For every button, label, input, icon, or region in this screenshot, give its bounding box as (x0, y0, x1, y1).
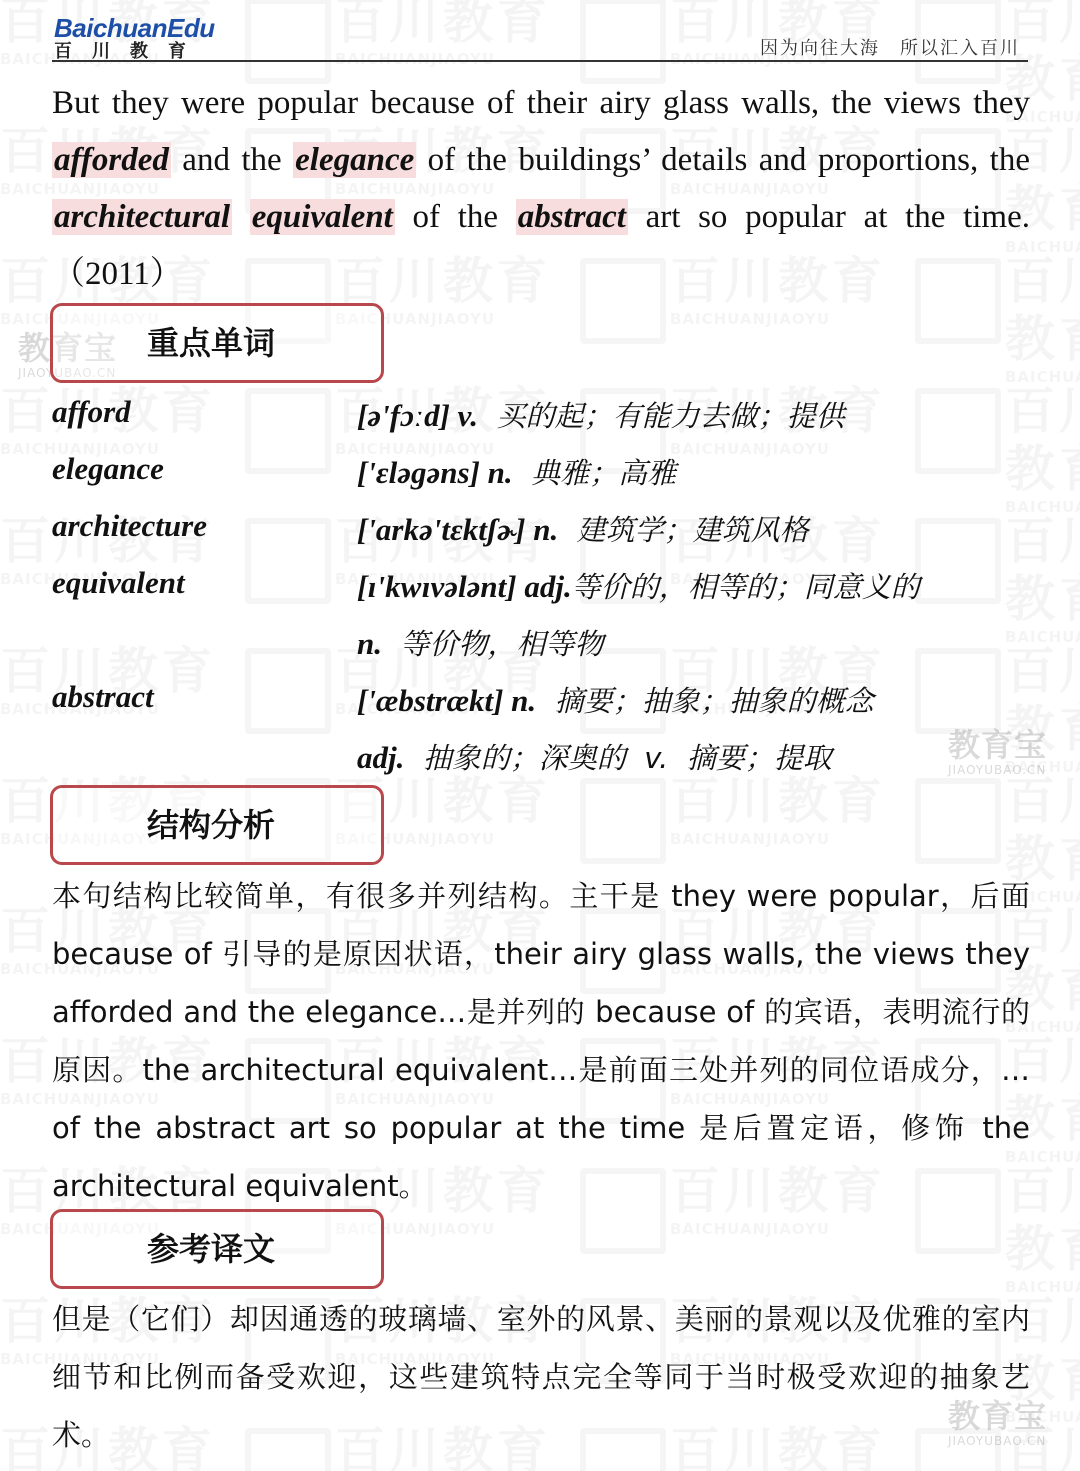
watermark-jiaoyubao-cn: 教育宝 (948, 1397, 1048, 1435)
header-divider (52, 60, 1028, 62)
logo-english: BaichuanEdu (54, 13, 215, 43)
section-vocab-box (50, 303, 384, 383)
translation-text: 但是（它们）却因通透的玻璃墙、室外的风景、美丽的景观以及优雅的室内细节和比例而备受欢迎，这些建筑特点完全等同于当时极受欢迎的抽象艺术。 (52, 1302, 1030, 1452)
vocab-phonetic: ['arkə'tɛktʃɚ] n. (357, 512, 559, 547)
watermark-brand (1005, 512, 1080, 646)
vocab-definition (357, 394, 844, 435)
watermark-frame-icon (245, 0, 331, 84)
vocab-phonetic: ['ɛləɡəns] n. (357, 455, 513, 490)
watermark-frame-icon (580, 0, 666, 84)
vocab-list (52, 386, 1012, 785)
watermark-jiaoyubao-en: JIAOYUBAO.CN (948, 763, 1047, 777)
translation-block (52, 1290, 1030, 1464)
watermark-brand (1005, 382, 1080, 516)
watermark-frame-icon (580, 778, 666, 864)
section-translation-title: 参考译文 (147, 1230, 276, 1268)
passage-block (52, 75, 1063, 303)
vocab-row (52, 443, 1012, 500)
vocab-phonetic: adj. (357, 740, 405, 775)
vocab-meaning: 买的起；有能力去做；提供 (478, 399, 845, 433)
passage-text: But they were popular because of their airy glass walls, the views they (52, 85, 1030, 121)
watermark-brand-en (670, 1220, 886, 1238)
section-structure-title: 结构分析 (147, 806, 276, 844)
watermark-brand-cn (1005, 512, 1080, 628)
vocab-row (52, 557, 1012, 614)
vocab-definition (357, 508, 809, 549)
vocab-meaning: 抽象的；深奥的 v. 摘要；提取 (404, 741, 832, 775)
header-slogan: 因为向往大海 所以汇入百川 (760, 38, 1020, 59)
vocab-definition (357, 451, 676, 492)
passage-paragraph (52, 75, 1063, 303)
brand-logo (54, 14, 215, 62)
highlighted-word: architectural (54, 199, 231, 235)
vocab-word: architecture (52, 508, 207, 543)
structure-paragraph (52, 867, 1030, 1215)
section-vocab-title: 重点单词 (147, 324, 276, 362)
vocab-row (52, 671, 1012, 728)
highlighted-word: equivalent (251, 199, 393, 235)
translation-paragraph (52, 1290, 1030, 1464)
watermark-brand-en (670, 830, 886, 848)
watermark-jiaoyubao-en: JIAOYUBAO.CN (948, 1434, 1047, 1448)
watermark-jiaoyubao-en: JIAOYUBAO.CN (18, 366, 117, 380)
vocab-word: abstract (52, 679, 154, 714)
vocab-meaning: 等价物，相等物 (382, 627, 604, 661)
watermark-brand-cn (1005, 382, 1080, 498)
watermark-brand-en (670, 310, 886, 328)
watermark-brand-en (335, 50, 551, 68)
logo-chinese: 百川教育 (54, 41, 206, 62)
watermark-frame-icon (915, 778, 1001, 864)
vocab-definition (357, 622, 603, 663)
passage-text: art so popular at the time. （2011） (52, 199, 1063, 292)
vocab-row (52, 500, 1012, 557)
vocab-row (52, 386, 1012, 443)
vocab-meaning: 摘要；抽象；抽象的概念 (536, 684, 874, 718)
highlighted-word: elegance (295, 142, 415, 178)
passage-text: of the buildings’ details and proportions, the (416, 142, 1030, 178)
highlighted-word: abstract (517, 199, 626, 235)
vocab-word: equivalent (52, 565, 185, 600)
vocab-meaning: 等价的，相等的；同意义的 (571, 570, 920, 604)
watermark-jiaoyubao-cn: 教育宝 (18, 329, 118, 367)
vocab-meaning: 建筑学；建筑风格 (558, 513, 809, 547)
structure-text: 本句结构比较简单，有很多并列结构。主干是 they were popular，后面 because of 引导的是原因状语，their airy glass walls, the views they afforded and the elegance…是并列的 because of 的宾语，表明流行的原因。the architectural equivalent…是前面三处并列的同位语成分，…of the abstract art so popular at the time 是后置定语，修饰 the architectural equivalent。 (52, 879, 1030, 1203)
structure-block (52, 867, 1030, 1215)
passage-text: of the (394, 199, 516, 235)
watermark-brand (335, 0, 551, 68)
vocab-phonetic: [ə'fɔːd] v. (357, 398, 479, 433)
vocab-word: afford (52, 394, 131, 429)
vocab-phonetic: ['æbstrækt] n. (357, 683, 537, 718)
watermark-brand-cn (335, 0, 551, 50)
vocab-meaning: 典雅；高雅 (512, 456, 677, 490)
passage-text: and the (170, 142, 294, 178)
passage-text (232, 199, 250, 235)
vocab-row (52, 614, 1012, 671)
highlighted-word: afforded (54, 142, 169, 178)
section-structure-box (50, 785, 384, 865)
vocab-definition (357, 736, 832, 777)
section-translation-box (50, 1209, 384, 1289)
vocab-definition (357, 679, 874, 720)
vocab-row (52, 728, 1012, 785)
vocab-phonetic: [ɪ'kwɪvələnt] adj. (357, 569, 572, 604)
vocab-phonetic: n. (357, 626, 382, 661)
vocab-word: elegance (52, 451, 164, 486)
watermark-jiaoyubao-cn: 教育宝 (948, 726, 1048, 764)
vocab-definition (357, 565, 920, 606)
